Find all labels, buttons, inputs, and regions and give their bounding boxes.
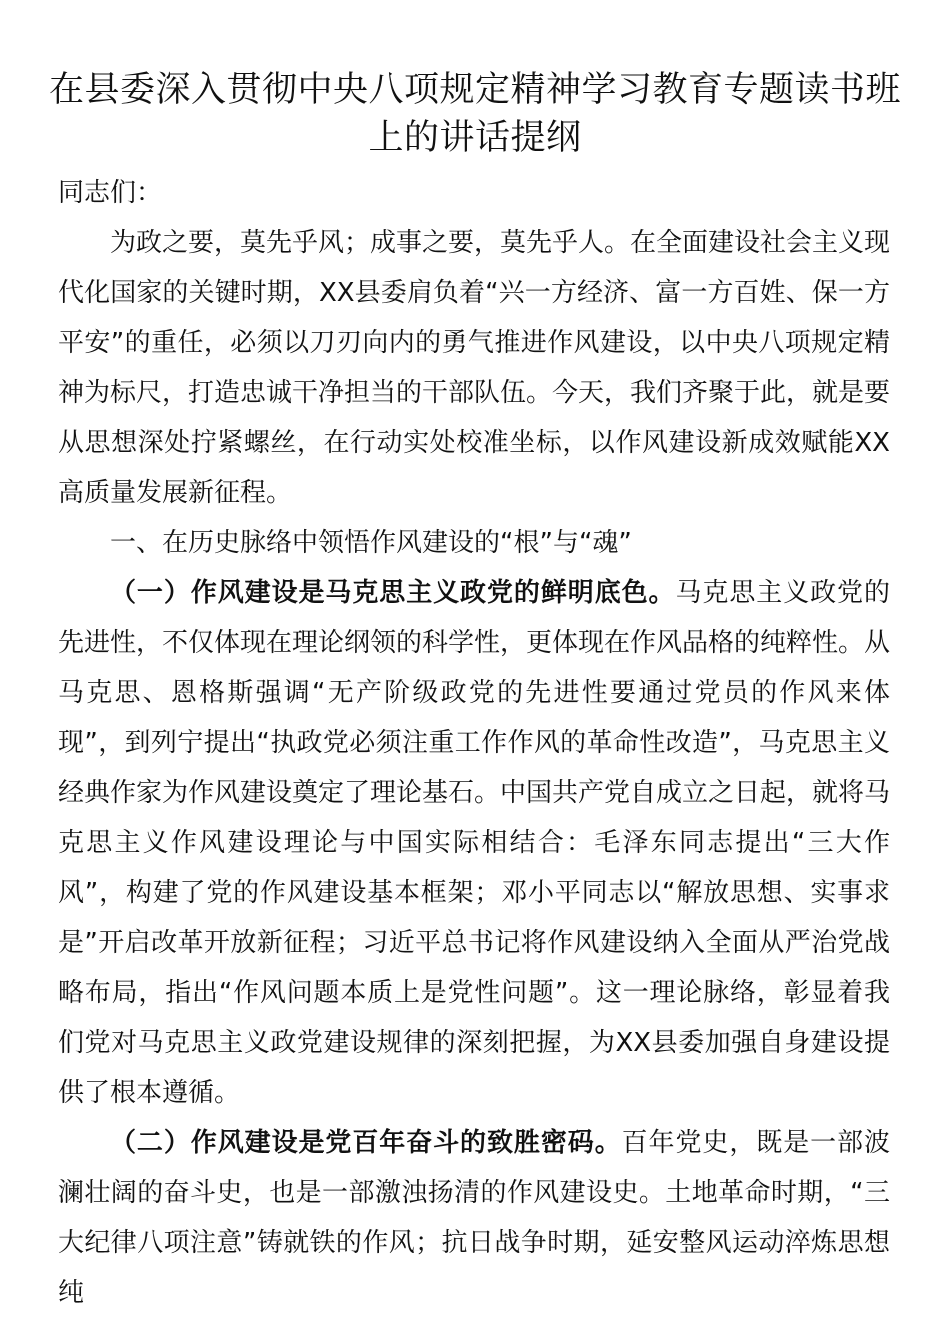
document-title: 在县委深入贯彻中央八项规定精神学习教育专题读书班上的讲话提纲 (48, 70, 901, 158)
subsection-1-paragraph (58, 568, 890, 1118)
subsection-2-text: 百年党史，既是一部波澜壮阔的奋斗史，也是一部激浊扬清的作风建设史。土地革命时期，“三大纪律八项注意”铸就铁的作风；抗日战争时期，延安整风运动淬炼思想纯 (58, 1128, 890, 1308)
subsection-2-paragraph (58, 1118, 890, 1318)
intro-paragraph: 为政之要，莫先乎风；成事之要，莫先乎人。在全面建设社会主义现代化国家的关键时期，XX县委肩负着“兴一方经济、富一方百姓、保一方平安”的重任，必须以刀刃向内的勇气推进作风建设，以中央八项规定精神为标尺，打造忠诚干净担当的干部队伍。今天，我们齐聚于此，就是要从思想深处拧紧螺丝，在行动实处校准坐标，以作风建设新成效赋能XX高质量发展新征程。 (58, 228, 891, 508)
greeting: 同志们： (58, 178, 163, 208)
section-1-heading: 一、在历史脉络中领悟作风建设的“根”与“魂” (110, 528, 632, 558)
subsection-1-text: 马克思主义政党的先进性，不仅体现在理论纲领的科学性，更体现在作风品格的纯粹性。从马克思、恩格斯强调“无产阶级政党的先进性要通过党员的作风来体现”，到列宁提出“执政党必须注重工作作风的革命性改造”，马克思主义经典作家为作风建设奠定了理论基石。中国共产党自成立之日起，就将马克思主义作风建设理论与中国实际相结合：毛泽东同志提出“三大作风”，构建了党的作风建设基本框架；邓小平同志以“解放思想、实事求是”开启改革开放新征程；习近平总书记将作风建设纳入全面从严治党战略布局，指出“作风问题本质上是党性问题”。这一理论脉络，彰显着我们党对马克思主义政党建设规律的深刻把握，为XX县委加强自身建设提供了根本遵循。 (58, 578, 891, 1108)
subsection-1-heading: （一）作风建设是马克思主义政党的鲜明底色。 (110, 578, 676, 608)
document-body (58, 168, 890, 1318)
subsection-2-heading: （二）作风建设是党百年奋斗的致胜密码。 (110, 1128, 622, 1158)
